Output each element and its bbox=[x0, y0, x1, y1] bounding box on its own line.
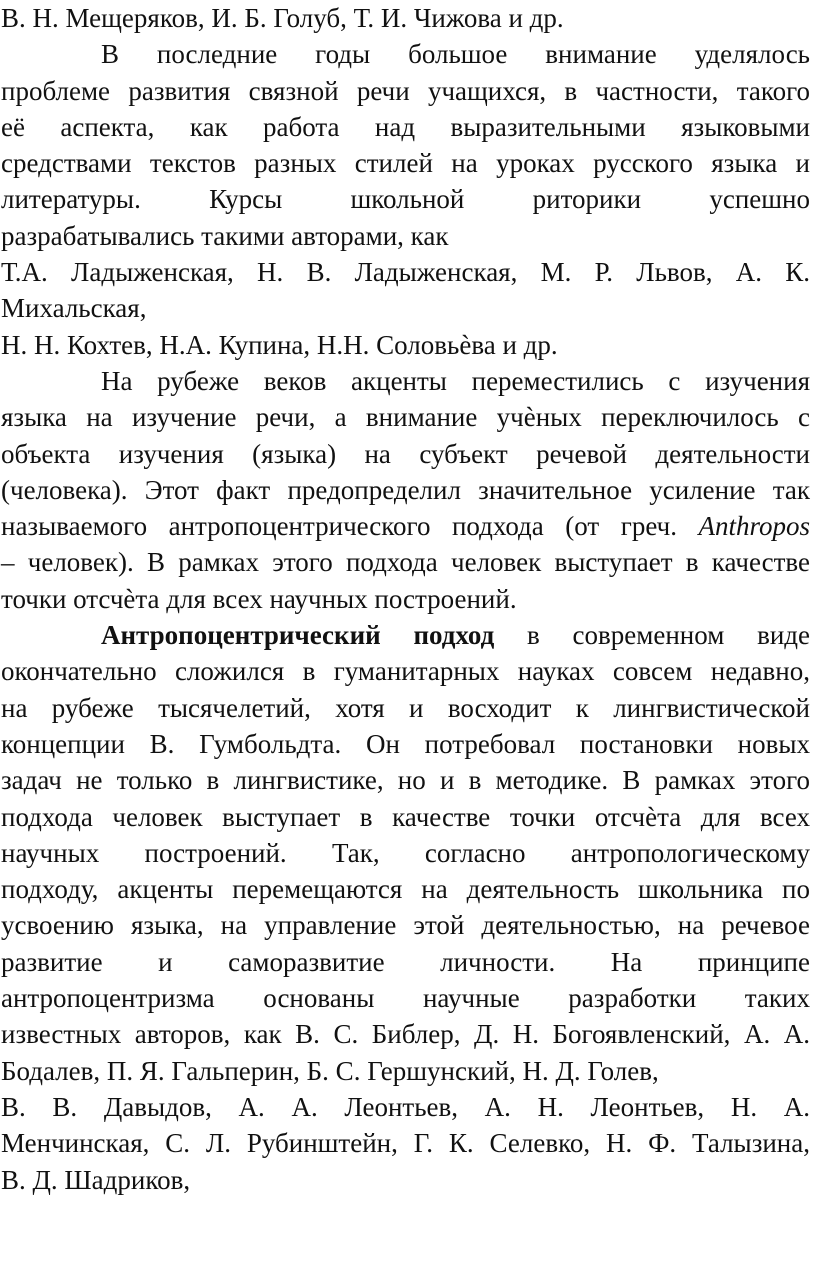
text-line: (человека). Этот факт предопределил значительное усиление так bbox=[1, 474, 810, 505]
paragraph-1-line-7 bbox=[1, 254, 810, 290]
paragraph-3-line-5 bbox=[1, 762, 810, 798]
paragraph-2-line-7 bbox=[1, 581, 810, 617]
text-line: Бодалев, П. Я. Гальперин, Б. С. Гершунский, Н. Д. Голев, bbox=[1, 1055, 659, 1086]
paragraph-3-line-12 bbox=[1, 1016, 810, 1052]
text-line: антропоцентризма основаны научные разработки таких bbox=[1, 983, 810, 1014]
paragraph-3-line-16 bbox=[1, 1162, 810, 1198]
paragraph-2-line-4 bbox=[1, 472, 810, 508]
text-line: языка на изучение речи, а внимание учѐных переключилось с bbox=[1, 402, 810, 433]
text-line: подхода человек выступает в качестве точки отсчѐта для всех bbox=[1, 801, 810, 832]
text-line: средствами текстов разных стилей на уроках русского языка и bbox=[1, 148, 810, 179]
paragraph-1-line-8 bbox=[1, 290, 810, 326]
text-line: разрабатывались такими авторами, как bbox=[1, 220, 449, 251]
text-line: известных авторов, как В. С. Библер, Д. Н. Богоявленский, А. А. bbox=[1, 1019, 810, 1050]
paragraph-1-line-3 bbox=[1, 109, 810, 145]
paragraph-3-line-10 bbox=[1, 944, 810, 980]
text-line: её аспекта, как работа над выразительными языковыми bbox=[1, 111, 810, 142]
paragraph-1-line-1 bbox=[1, 36, 810, 72]
paragraph-3-line-13 bbox=[1, 1053, 810, 1089]
paragraph-2-line-5 bbox=[1, 508, 810, 544]
paragraph-2-line-2 bbox=[1, 399, 810, 435]
text-line: в современном виде bbox=[527, 620, 811, 651]
text-line: В. Д. Шадриков, bbox=[1, 1164, 191, 1195]
greek-term: Anthropos bbox=[698, 511, 810, 542]
text-line: задач не только в лингвистике, но и в методике. В рамках этого bbox=[1, 765, 810, 796]
text-line: развитие и саморазвитие личности. На принципе bbox=[1, 946, 810, 977]
text-line: Т.А. Ладыженская, Н. В. Ладыженская, М. Р. Львов, А. К. bbox=[1, 257, 810, 288]
paragraph-1-line-4 bbox=[1, 145, 810, 181]
paragraph-3-line-1 bbox=[1, 617, 810, 653]
text-line: На рубеже веков акценты переместились с изучения bbox=[101, 365, 810, 396]
paragraph-2-line-1 bbox=[1, 363, 810, 399]
paragraph-3-line-8 bbox=[1, 871, 810, 907]
paragraph-3-line-4 bbox=[1, 726, 810, 762]
paragraph-3-line-2 bbox=[1, 653, 810, 689]
authors-line-1 bbox=[1, 0, 810, 36]
text-line: объекта изучения (языка) на субъект речевой деятельности bbox=[1, 438, 810, 469]
text-line: – человек). В рамках этого подхода человек выступает в качестве bbox=[1, 547, 810, 578]
text-line: В последние годы большое внимание уделялось bbox=[101, 39, 810, 70]
text-line: Н. Н. Кохтев, Н.А. Купина, Н.Н. Соловьѐва и др. bbox=[1, 329, 558, 360]
paragraph-1-line-5 bbox=[1, 181, 810, 217]
paragraph-1-line-6 bbox=[1, 218, 810, 254]
paragraph-3-line-15 bbox=[1, 1125, 810, 1161]
bold-term: Антропоцентрический подход bbox=[101, 620, 495, 651]
text-line: Михальская, bbox=[1, 293, 147, 324]
paragraph-1-line-2 bbox=[1, 73, 810, 109]
text-line: точки отсчѐта для всех научных построений. bbox=[1, 583, 517, 614]
text-line: В. Н. Мещеряков, И. Б. Голуб, Т. И. Чижова и др. bbox=[1, 3, 564, 33]
text-line: усвоению языка, на управление этой деятельностью, на речевое bbox=[1, 910, 810, 941]
paragraph-3-line-9 bbox=[1, 907, 810, 943]
text-line: проблеме развития связной речи учащихся, в частности, такого bbox=[1, 75, 810, 106]
text-line: В. В. Давыдов, А. А. Леонтьев, А. Н. Леонтьев, Н. А. bbox=[1, 1091, 810, 1122]
text-line: Менчинская, С. Л. Рубинштейн, Г. К. Селевко, Н. Ф. Талызина, bbox=[1, 1128, 810, 1159]
text-line: подходу, акценты перемещаются на деятельность школьника по bbox=[1, 874, 810, 905]
text-line: концепции В. Гумбольдта. Он потребовал постановки новых bbox=[1, 728, 810, 759]
paragraph-2-line-3 bbox=[1, 436, 810, 472]
text-line: на рубеже тысячелетий, хотя и восходит к лингвистической bbox=[1, 692, 810, 723]
paragraph-3-line-7 bbox=[1, 835, 810, 871]
text-line: литературы. Курсы школьной риторики успешно bbox=[1, 184, 810, 215]
paragraph-3-line-6 bbox=[1, 799, 810, 835]
paragraph-3-line-14 bbox=[1, 1089, 810, 1125]
text-line: окончательно сложился в гуманитарных науках совсем недавно, bbox=[1, 656, 810, 687]
paragraph-2-line-6 bbox=[1, 544, 810, 580]
paragraph-3-line-3 bbox=[1, 690, 810, 726]
paragraph-1-line-9 bbox=[1, 327, 810, 363]
paragraph-3-line-11 bbox=[1, 980, 810, 1016]
text-line: называемого антропоцентрического подхода (от греч. bbox=[1, 511, 677, 542]
text-line: научных построений. Так, согласно антропологическому bbox=[1, 837, 810, 868]
